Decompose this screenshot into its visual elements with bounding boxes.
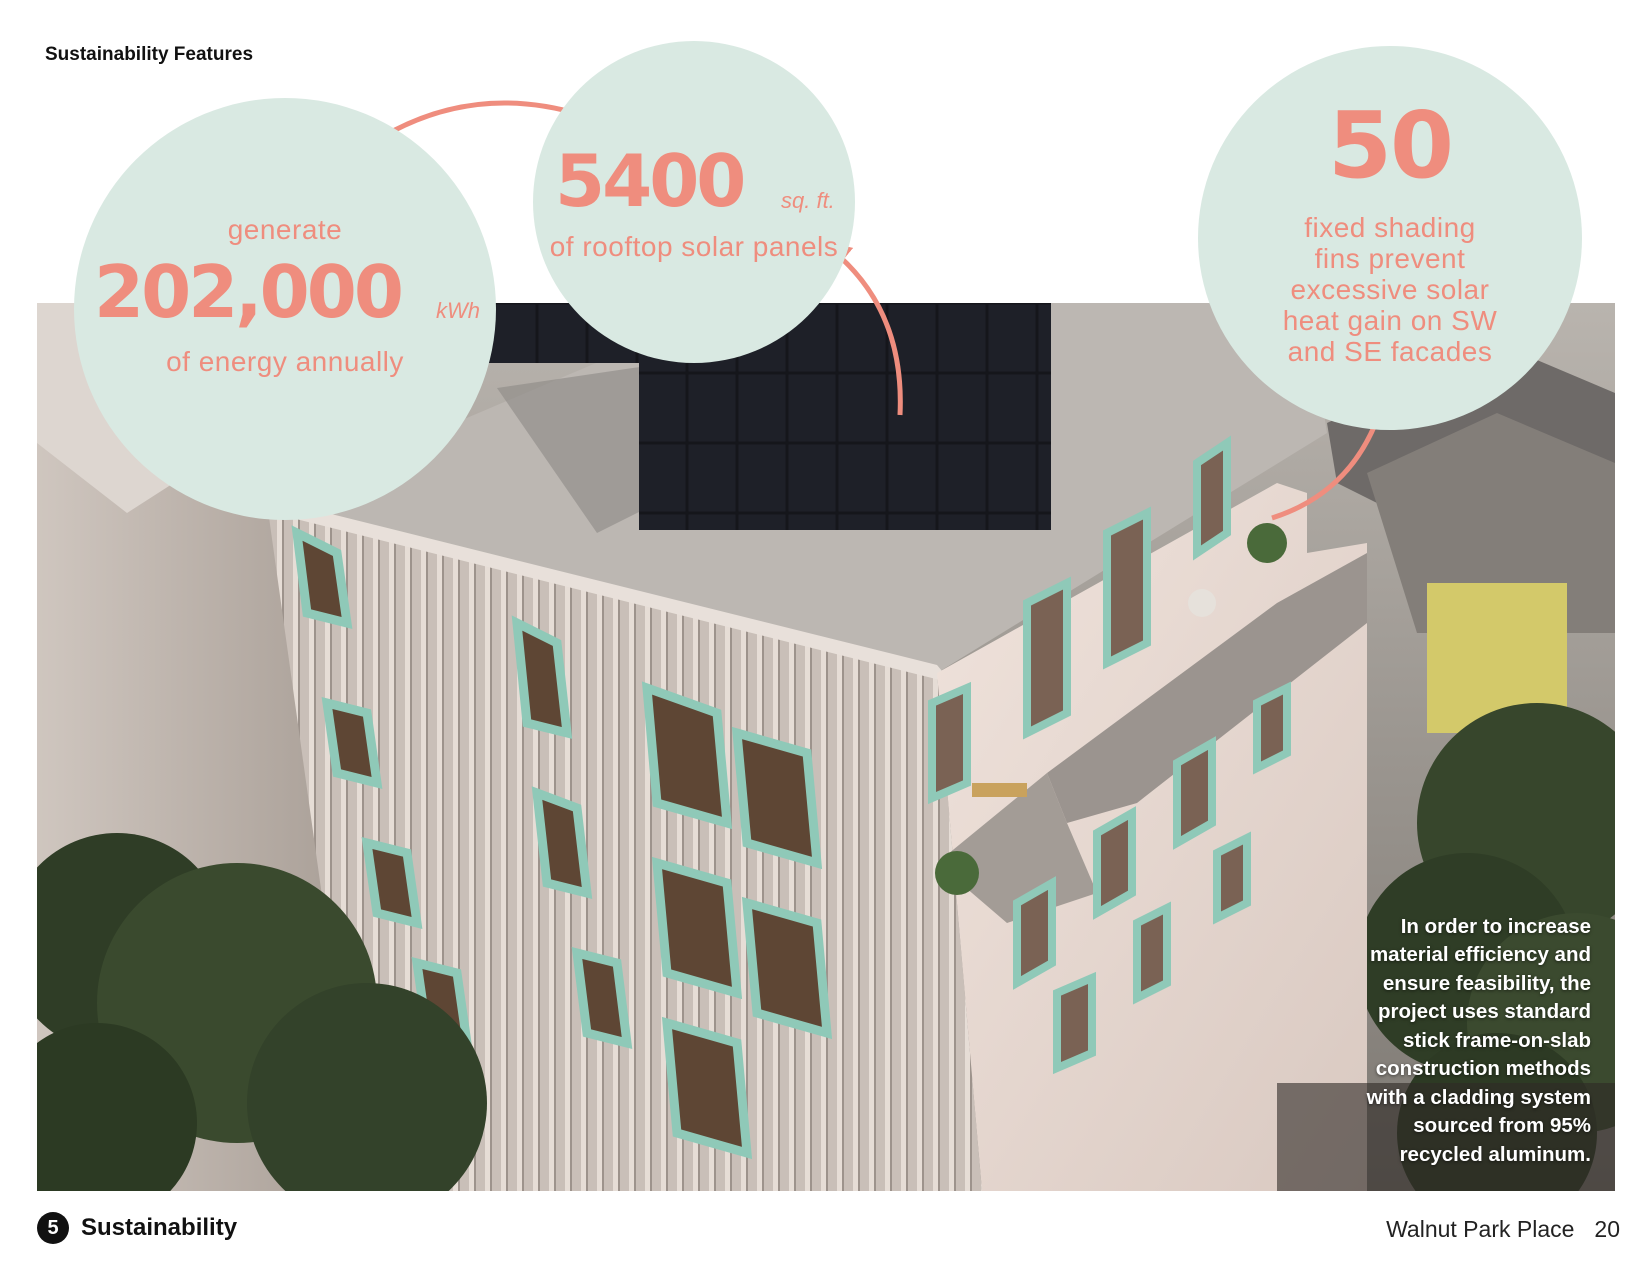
solar-unit: sq. ft. [781,188,835,213]
energy-unit: kWh [436,298,480,323]
section-title: Sustainability Features [45,44,254,65]
solar-value: 5400 [555,139,744,223]
page-number: 20 [1594,1216,1620,1242]
footer-section-name: Sustainability [81,1214,238,1241]
footer-project [1386,1216,1620,1243]
fins-description: fixed shading fins prevent excessive solar heat gain on SW and SE facades [1282,212,1498,367]
energy-pre-text: generate [227,214,343,245]
energy-stat-circle [74,98,496,520]
section-number-badge: 5 [37,1212,69,1244]
construction-caption: In order to increase material efficiency and ensure feasibility, the project uses standard stick frame-on-slab construction methods with a cladding system sourced from 95% recycled aluminum. [1366,914,1591,1166]
fins-stat-circle [1198,46,1582,430]
project-name: Walnut Park Place [1386,1216,1575,1242]
arrow-roof-to-solar [832,250,900,415]
energy-value: 202,000 [94,250,401,334]
solar-description: of rooftop solar panels [549,231,839,262]
footer-section [37,1212,237,1244]
solar-stat-circle [533,41,855,363]
fins-value: 50 [1327,92,1453,199]
energy-post-text: of energy annually [166,346,404,377]
